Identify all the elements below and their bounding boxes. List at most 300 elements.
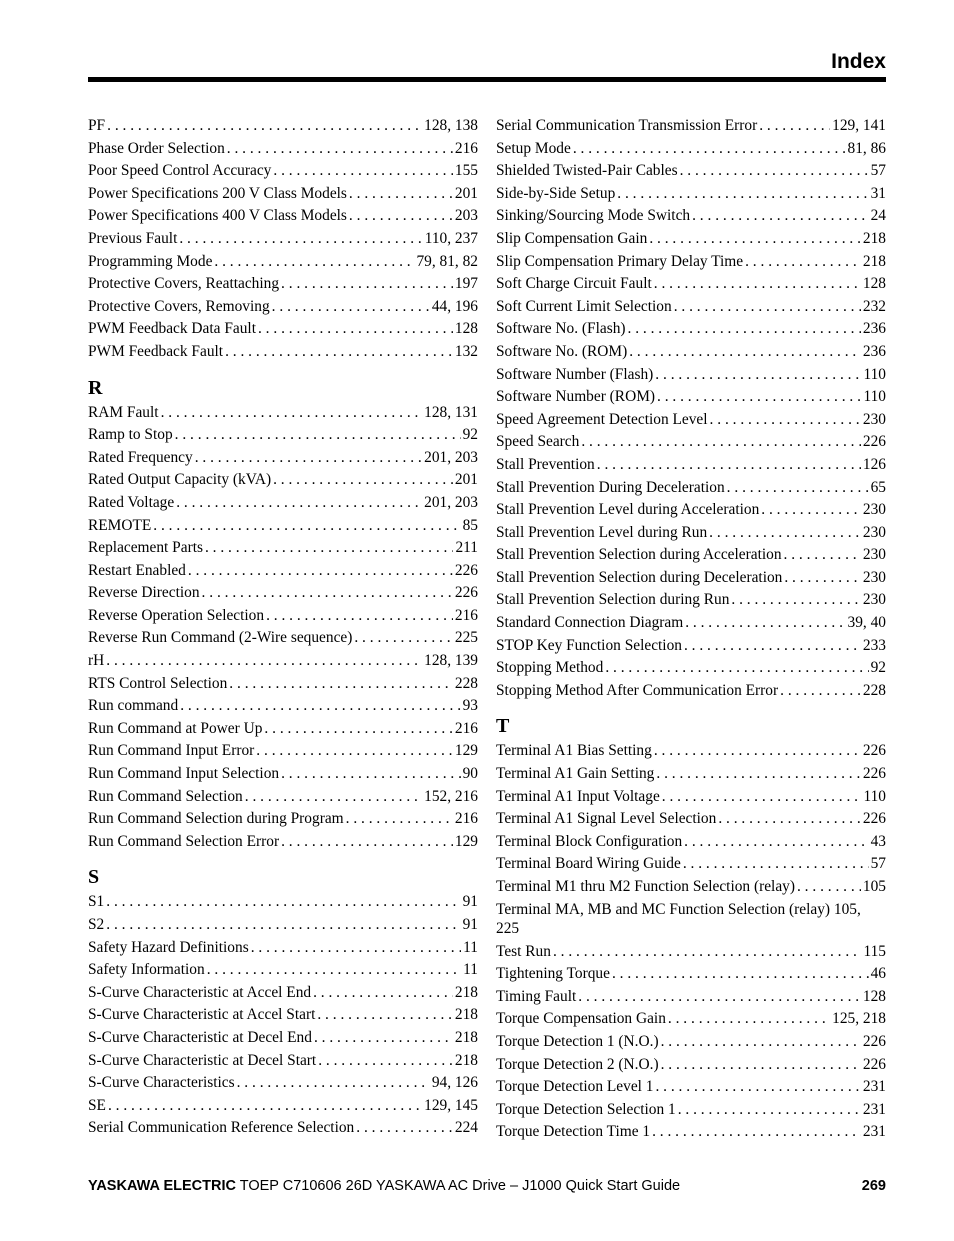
index-pages: 46	[870, 965, 886, 983]
index-term: RAM Fault	[88, 403, 159, 421]
dot-leader	[106, 914, 460, 937]
index-pages: 129, 141	[832, 117, 886, 134]
header-rule	[88, 77, 886, 82]
index-section-letter: T	[496, 715, 510, 738]
index-entry	[88, 537, 478, 560]
index-entry	[88, 183, 478, 206]
index-pages: 232	[862, 297, 886, 315]
dot-leader	[214, 251, 414, 274]
index-entry	[496, 589, 886, 612]
index-pages: 226	[862, 1055, 886, 1073]
index-entry	[88, 1117, 478, 1140]
index-term: Torque Detection Level 1	[496, 1078, 654, 1096]
index-term: Slip Compensation Gain	[496, 229, 648, 247]
index-entry	[496, 986, 886, 1009]
index-entry	[88, 469, 478, 492]
dot-leader	[281, 273, 453, 296]
index-term: Torque Detection 1 (N.O.)	[496, 1032, 659, 1050]
index-term: Terminal Block Configuration	[496, 832, 683, 850]
index-entry	[496, 296, 886, 319]
index-pages: 224	[454, 1119, 478, 1137]
page-number: 269	[861, 1178, 886, 1194]
index-term: Software No. (ROM)	[496, 342, 628, 360]
index-entry	[88, 205, 478, 228]
index-term: RTS Control Selection	[88, 674, 228, 692]
dot-leader	[281, 763, 461, 786]
footer-doc-title: TOEP C710606 26D YASKAWA AC Drive – J1000 Quick Start Guide	[239, 1178, 681, 1194]
index-term: Torque Detection 2 (N.O.)	[496, 1055, 659, 1073]
dot-leader	[629, 341, 861, 364]
index-pages: 128	[862, 275, 886, 293]
index-term: Restart Enabled	[88, 561, 186, 579]
dot-leader	[175, 424, 461, 447]
index-term: Protective Covers, Removing	[88, 297, 270, 315]
index-pages: 92	[462, 426, 478, 444]
dot-leader	[784, 567, 861, 590]
dot-leader	[207, 959, 461, 982]
index-entry	[496, 612, 886, 635]
index-term: Sinking/Sourcing Mode Switch	[496, 207, 691, 225]
dot-leader	[272, 296, 430, 319]
index-pages: 57	[870, 162, 886, 180]
index-entry	[88, 808, 478, 831]
index-entry	[496, 477, 886, 500]
index-term: Side-by-Side Setup	[496, 184, 616, 202]
index-term: Stall Prevention Level during Run	[496, 523, 708, 541]
index-entry	[88, 891, 478, 914]
index-term: Software Number (ROM)	[496, 388, 656, 406]
index-entry	[88, 982, 478, 1005]
index-entry	[496, 318, 886, 341]
index-entry	[88, 959, 478, 982]
index-entry	[496, 1008, 886, 1031]
dot-leader	[153, 515, 460, 538]
index-pages: 128, 131	[424, 403, 478, 421]
index-term: Rated Frequency	[88, 448, 193, 466]
index-term: Run Command Selection	[88, 787, 243, 805]
index-pages: 85	[462, 516, 478, 534]
index-term: Torque Compensation Gain	[496, 1010, 666, 1028]
index-term: rH	[88, 652, 105, 670]
dot-leader	[354, 627, 453, 650]
index-entry	[88, 718, 478, 741]
index-term: Torque Detection Selection 1	[496, 1100, 676, 1118]
index-term: Torque Detection Time 1	[496, 1123, 651, 1141]
index-pages: 216	[454, 719, 478, 737]
index-term: Serial Communication Reference Selection	[88, 1119, 355, 1137]
index-pages: 201, 203	[424, 448, 478, 466]
index-pages: 216	[454, 606, 478, 624]
index-entry	[496, 431, 886, 454]
index-term: Reverse Run Command (2-Wire sequence)	[88, 629, 353, 647]
index-term: Serial Communication Transmission Error	[496, 117, 758, 134]
index-pages: 129	[454, 832, 478, 850]
dot-leader	[654, 740, 861, 763]
dot-leader	[273, 160, 453, 183]
index-term: Power Specifications 200 V Class Models	[88, 184, 347, 202]
index-entry	[88, 1072, 478, 1095]
index-entry	[88, 1050, 478, 1073]
index-entry	[88, 515, 478, 538]
dot-leader	[256, 740, 453, 763]
index-pages: 24	[870, 207, 886, 225]
dot-leader	[692, 205, 869, 228]
dot-leader	[106, 650, 422, 673]
dot-leader	[628, 318, 861, 341]
index-entry	[496, 567, 886, 590]
dot-leader	[573, 138, 846, 161]
dot-leader	[179, 228, 422, 251]
index-entry	[88, 273, 478, 296]
index-entry	[88, 318, 478, 341]
index-term: Timing Fault	[496, 987, 577, 1005]
dot-leader	[661, 1031, 861, 1054]
dot-leader	[313, 982, 453, 1005]
index-pages: 230	[862, 523, 886, 541]
index-term: Reverse Operation Selection	[88, 606, 265, 624]
index-entry	[88, 605, 478, 628]
dot-leader	[578, 986, 861, 1009]
dot-leader	[684, 831, 868, 854]
dot-leader	[225, 341, 453, 364]
index-pages: 201	[454, 471, 478, 489]
index-entry	[496, 251, 886, 274]
index-term: Stall Prevention Selection during Acceleration	[496, 546, 782, 564]
index-term: Shielded Twisted-Pair Cables	[496, 162, 678, 180]
index-entry	[496, 386, 886, 409]
index-pages: 218	[454, 1006, 478, 1024]
index-entry	[496, 657, 886, 680]
footer-brand: YASKAWA ELECTRIC	[88, 1178, 236, 1194]
dot-leader	[718, 808, 861, 831]
index-term: Phase Order Selection	[88, 139, 225, 157]
dot-leader	[617, 183, 868, 206]
index-pages: 218	[454, 1028, 478, 1046]
index-pages: 226	[454, 561, 478, 579]
index-term: Protective Covers, Reattaching	[88, 275, 280, 293]
dot-leader	[176, 492, 422, 515]
dot-leader	[684, 635, 861, 658]
index-entry	[496, 160, 886, 183]
index-pages: 152, 216	[424, 787, 478, 805]
dot-leader	[605, 657, 868, 680]
index-pages: 125, 218	[832, 1010, 886, 1028]
dot-leader	[680, 160, 869, 183]
dot-leader	[710, 409, 861, 432]
dot-leader	[654, 273, 861, 296]
index-entry	[496, 1076, 886, 1099]
index-term: Power Specifications 400 V Class Models	[88, 207, 347, 225]
index-entry	[88, 695, 478, 718]
index-term: Stopping Method	[496, 659, 604, 677]
index-term: Stall Prevention Selection during Run	[496, 591, 730, 609]
dot-leader	[709, 522, 861, 545]
index-entry	[496, 899, 886, 941]
index-pages: 39, 40	[847, 614, 886, 632]
dot-leader	[108, 1095, 422, 1118]
index-pages: 128	[862, 987, 886, 1005]
index-pages: 110	[863, 787, 886, 805]
index-entry	[88, 1004, 478, 1027]
index-term: PF	[88, 117, 106, 134]
index-entry	[88, 914, 478, 937]
index-entry	[88, 228, 478, 251]
index-term: Terminal Board Wiring Guide	[496, 855, 681, 873]
index-pages: 226	[454, 584, 478, 602]
index-entry	[496, 454, 886, 477]
dot-leader	[264, 718, 452, 741]
index-pages: 155	[454, 162, 478, 180]
index-pages: 11	[463, 938, 478, 956]
index-term: Stall Prevention During Deceleration	[496, 478, 725, 496]
index-term: Terminal MA, MB and MC Function Selection (relay)	[496, 900, 831, 918]
dot-leader	[683, 853, 869, 876]
index-pages: 231	[862, 1100, 886, 1118]
index-term: Speed Agreement Detection Level	[496, 410, 708, 428]
index-term: Terminal A1 Gain Setting	[496, 765, 655, 783]
index-term: Terminal A1 Signal Level Selection	[496, 810, 717, 828]
index-pages: 218	[454, 1051, 478, 1069]
dot-leader	[597, 454, 861, 477]
index-entry	[88, 115, 478, 138]
dot-leader	[106, 891, 460, 914]
index-pages: 218	[454, 983, 478, 1001]
index-term: Run command	[88, 697, 179, 715]
index-term: Run Command at Power Up	[88, 719, 263, 737]
index-entry	[496, 138, 886, 161]
page-footer	[88, 1178, 886, 1194]
dot-leader	[655, 1076, 860, 1099]
dot-leader	[180, 695, 460, 718]
index-pages: 91	[462, 916, 478, 933]
index-entry	[88, 447, 478, 470]
index-entry	[496, 1099, 886, 1122]
index-term: Rated Voltage	[88, 493, 175, 511]
index-pages: 216	[454, 810, 478, 828]
index-entry	[496, 1031, 886, 1054]
index-term: Terminal M1 thru M2 Function Selection (relay)	[496, 878, 795, 895]
dot-leader	[784, 544, 861, 567]
index-entry	[88, 492, 478, 515]
dot-leader	[674, 296, 861, 319]
index-entry	[496, 808, 886, 831]
index-pages: 231	[862, 1078, 886, 1096]
index-entry	[496, 941, 886, 964]
index-pages: 230	[862, 501, 886, 519]
dot-leader	[258, 318, 453, 341]
index-pages: 44, 196	[431, 297, 478, 315]
index-term: Run Command Input Selection	[88, 765, 280, 783]
dot-leader	[553, 941, 862, 964]
index-term: PWM Feedback Fault	[88, 342, 224, 360]
index-pages: 115	[863, 942, 886, 960]
index-term: S-Curve Characteristics	[88, 1074, 235, 1092]
index-entry	[88, 138, 478, 161]
index-pages: 216	[454, 139, 478, 157]
dot-leader	[662, 786, 862, 809]
index-pages: 105	[862, 878, 886, 895]
index-term: Stopping Method After Communication Error	[496, 681, 779, 699]
index-entry	[88, 763, 478, 786]
index-entry	[88, 740, 478, 763]
index-term: Replacement Parts	[88, 539, 203, 557]
dot-leader	[678, 1099, 861, 1122]
dot-leader	[649, 228, 861, 251]
index-pages: 226	[862, 765, 886, 783]
index-entry	[496, 853, 886, 876]
index-pages: 230	[862, 568, 886, 586]
dot-leader	[652, 1121, 861, 1144]
index-pages: 43	[870, 832, 886, 850]
index-term: Safety Information	[88, 961, 205, 979]
index-term: Programming Mode	[88, 252, 213, 270]
dot-leader	[237, 1072, 430, 1095]
dot-leader	[202, 582, 453, 605]
index-pages: 79, 81, 82	[416, 252, 478, 270]
index-column-right	[496, 115, 886, 1144]
index-pages: 197	[454, 275, 478, 293]
index-entry	[496, 831, 886, 854]
index-term: Stall Prevention Level during Acceleration	[496, 501, 760, 519]
index-entry	[88, 341, 478, 364]
dot-leader	[731, 589, 861, 612]
index-entry	[88, 937, 478, 960]
index-entry	[496, 183, 886, 206]
page-title: Index	[831, 50, 886, 73]
index-pages: 129	[454, 742, 478, 760]
index-pages: 201	[454, 184, 478, 202]
dot-leader	[318, 1050, 453, 1073]
index-entry	[496, 740, 886, 763]
index-entry	[496, 341, 886, 364]
index-term: Stall Prevention Selection during Deceleration	[496, 568, 783, 586]
index-pages: 226	[862, 742, 886, 760]
index-pages: 225	[454, 629, 478, 647]
index-pages: 132	[454, 342, 478, 360]
dot-leader	[655, 364, 861, 387]
index-pages: 228	[454, 674, 478, 692]
index-pages: 218	[862, 229, 886, 247]
index-pages: 236	[862, 320, 886, 338]
index-pages: 201, 203	[424, 493, 478, 511]
index-term: PWM Feedback Data Fault	[88, 320, 256, 338]
index-term: S-Curve Characteristic at Decel Start	[88, 1051, 317, 1069]
index-entry	[496, 205, 886, 228]
dot-leader	[668, 1008, 830, 1031]
index-pages: 128, 139	[424, 652, 478, 670]
footer-doc-info	[88, 1178, 680, 1194]
index-term: S-Curve Characteristic at Accel End	[88, 983, 312, 1001]
index-entry	[496, 228, 886, 251]
index-entry	[496, 364, 886, 387]
index-pages: 126	[862, 455, 886, 473]
index-pages: 230	[862, 546, 886, 564]
index-pages: 228	[862, 681, 886, 699]
index-term: SE	[88, 1096, 106, 1114]
index-pages: 211	[455, 539, 478, 557]
dot-leader	[188, 560, 453, 583]
index-entry	[88, 251, 478, 274]
index-entry	[496, 635, 886, 658]
index-term: Standard Connection Diagram	[496, 614, 684, 632]
index-entry	[88, 402, 478, 425]
index-term: Tightening Torque	[496, 965, 610, 983]
dot-leader	[314, 1027, 453, 1050]
index-pages: 90	[462, 765, 478, 783]
index-entry	[88, 1095, 478, 1118]
index-term: Safety Hazard Definitions	[88, 938, 249, 956]
index-term: REMOTE	[88, 516, 152, 534]
index-pages: 218	[862, 252, 886, 270]
index-pages: 128	[454, 320, 478, 338]
index-pages: 57	[870, 855, 886, 873]
index-term: STOP Key Function Selection	[496, 636, 682, 654]
dot-leader	[661, 1054, 861, 1077]
index-entry	[88, 627, 478, 650]
index-pages: 110, 237	[424, 229, 478, 247]
index-pages: 91	[462, 893, 478, 911]
dot-leader	[245, 786, 422, 809]
index-pages: 226	[862, 810, 886, 828]
index-entry	[88, 831, 478, 854]
dot-leader	[107, 115, 422, 138]
index-term: Soft Charge Circuit Fault	[496, 275, 652, 293]
dot-leader	[356, 1117, 453, 1140]
dot-leader	[656, 763, 861, 786]
dot-leader	[349, 205, 453, 228]
dot-leader	[657, 386, 861, 409]
index-entry	[88, 673, 478, 696]
index-term: Run Command Input Error	[88, 742, 255, 760]
index-pages: 231	[862, 1123, 886, 1141]
index-term: Run Command Selection Error	[88, 832, 280, 850]
dot-leader	[685, 612, 845, 635]
index-term: Rated Output Capacity (kVA)	[88, 471, 272, 489]
index-entry	[496, 522, 886, 545]
index-pages: 31	[870, 184, 886, 202]
index-entry	[496, 1054, 886, 1077]
index-entry	[88, 650, 478, 673]
index-term: Test Run	[496, 942, 551, 960]
index-entry	[88, 1027, 478, 1050]
index-pages: 128, 138	[424, 117, 478, 134]
dot-leader	[759, 115, 830, 138]
index-entry	[88, 424, 478, 447]
index-entry	[496, 876, 886, 899]
index-term: S-Curve Characteristic at Accel Start	[88, 1006, 316, 1024]
index-entry	[496, 115, 886, 138]
index-term: S-Curve Characteristic at Decel End	[88, 1028, 312, 1046]
index-entry	[496, 1121, 886, 1144]
index-pages: 226	[862, 433, 886, 451]
index-pages: 11	[463, 961, 478, 979]
index-pages: 230	[862, 591, 886, 609]
dot-leader	[317, 1004, 453, 1027]
dot-leader	[266, 605, 453, 628]
index-entry	[88, 160, 478, 183]
index-entry	[88, 296, 478, 319]
index-entry	[496, 273, 886, 296]
index-term: Software No. (Flash)	[496, 320, 626, 338]
index-term: S1	[88, 893, 105, 911]
dot-leader	[273, 469, 453, 492]
index-pages: 129, 145	[424, 1096, 478, 1114]
index-entry	[496, 499, 886, 522]
index-term: Reverse Direction	[88, 584, 200, 602]
dot-leader	[612, 963, 869, 986]
dot-leader	[780, 680, 861, 703]
index-term: Software Number (Flash)	[496, 365, 654, 383]
